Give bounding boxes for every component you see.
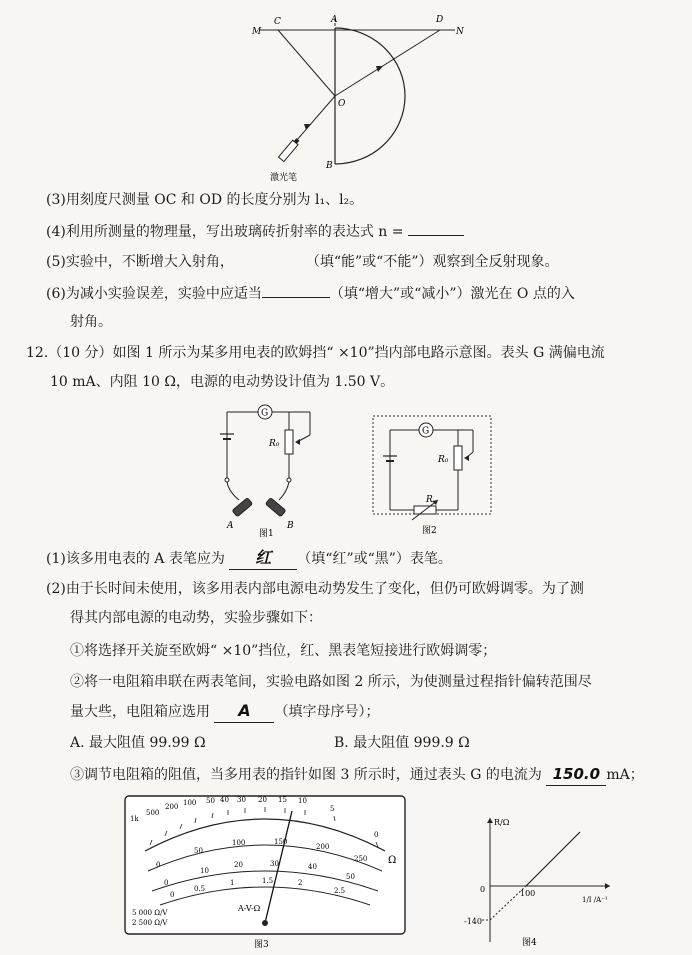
ohm-symbol: Ω xyxy=(388,855,397,866)
ac-tick-40: 40 xyxy=(308,863,317,871)
answer-blank-4 xyxy=(408,221,464,236)
part-2-line2: 得其内部电源的电动势，实验步骤如下： xyxy=(70,610,322,626)
ohm-tick-1k: 1k xyxy=(130,815,139,823)
question-5 xyxy=(46,252,558,272)
step-2-line1: ②将一电阻箱串联在两表笔间，实验电路如图 2 所示，为使测量过程指针偏转范围尽 xyxy=(70,674,592,690)
figure-4-graph xyxy=(464,812,620,952)
step-2-text-c: （填字母序号）； xyxy=(274,704,380,720)
low-tick-1: 1 xyxy=(230,879,235,887)
fig2-label-R0: R₀ xyxy=(438,455,449,465)
ohm-tick-50: 50 xyxy=(206,797,215,805)
ac-tick-0: 0 xyxy=(164,879,169,887)
label-M: M xyxy=(252,27,262,37)
laser-label: 激光笔 xyxy=(270,173,298,183)
part-1 xyxy=(46,548,452,570)
ohm-tick-5: 5 xyxy=(330,805,335,813)
fig2-caption: 图2 xyxy=(422,526,437,536)
fig4-y-label: R/Ω xyxy=(494,818,510,827)
ac-tick-30: 30 xyxy=(270,860,279,868)
step-2-text-b: 量大些，电阻箱应选用 xyxy=(70,704,210,720)
fig3-caption: 图3 xyxy=(254,940,269,950)
low-tick-0: 0 xyxy=(170,891,175,899)
label-B: B xyxy=(326,161,333,171)
fig4-x-label: 1/I /A⁻¹ xyxy=(582,896,608,904)
fig1-label-G: G xyxy=(261,408,269,419)
ac-tick-20: 20 xyxy=(234,861,243,869)
ohm-tick-0: 0 xyxy=(374,831,379,839)
figure-3-meter-dial xyxy=(120,793,410,953)
low-tick-2: 2 xyxy=(298,879,303,887)
answer-3: 150.0 xyxy=(546,764,606,786)
fig4-x-tick: 100 xyxy=(520,889,536,898)
fig1-caption: 图1 xyxy=(259,529,274,539)
question-6-text-b: （填“增大”或“减小”）激光在 O 点的入 xyxy=(329,286,575,302)
answer-1: 红 xyxy=(229,548,297,570)
part-1-text-b: （填“红”或“黑”）表笔。 xyxy=(297,551,452,567)
step-2-line2 xyxy=(70,701,379,723)
question-6 xyxy=(46,283,575,304)
question-3: (3)用刻度尺测量 OC 和 OD 的长度分别为 l₁、l₂。 xyxy=(46,192,364,208)
question-12-line2: 10 mA、内阻 10 Ω，电源的电动势设计值为 1.50 V。 xyxy=(50,374,395,390)
label-C: C xyxy=(274,17,281,27)
question-4-text: (4)利用所测量的物理量，写出玻璃砖折射率的表达式 n = xyxy=(46,224,408,240)
ohm-tick-15: 15 xyxy=(278,796,287,804)
fig1-label-R0: R₀ xyxy=(269,439,280,449)
question-5-text-a: (5)实验中，不断增大入射角， xyxy=(46,254,234,270)
fig4-y-tick: -140 xyxy=(464,917,482,926)
label-D: D xyxy=(436,15,444,25)
question-6-text-a: (6)为减小实验误差，实验中应适当 xyxy=(46,286,262,302)
option-A: A. 最大阻值 99.99 Ω xyxy=(70,735,206,751)
dc-tick-50: 50 xyxy=(194,847,203,855)
question-12-line1: 12.（10 分）如图 1 所示为某多用电表的欧姆挡“ ×10”挡内部电路示意图。表头 G 满偏电流 xyxy=(26,345,605,361)
answer-2: A xyxy=(214,701,274,723)
ohm-tick-40: 40 xyxy=(220,796,229,804)
low-tick-1.5: 1.5 xyxy=(262,877,274,885)
part-1-text-a: (1)该多用电表的 A 表笔应为 xyxy=(46,551,225,567)
ohm-tick-20: 20 xyxy=(258,796,267,804)
option-B: B. 最大阻值 999.9 Ω xyxy=(334,735,470,751)
meter-mid-label: A-V-Ω xyxy=(238,904,261,913)
dc-tick-100: 100 xyxy=(232,839,246,847)
ac-tick-50: 50 xyxy=(346,873,355,881)
figure-1-circuit xyxy=(205,400,335,540)
low-tick-2.5: 2.5 xyxy=(334,887,346,895)
low-tick-0.5: 0.5 xyxy=(194,885,206,893)
part-2-line1: (2)由于长时间未使用，该多用表内部电源电动势发生了变化，但仍可欧姆调零。为了测 xyxy=(46,581,584,597)
fig2-label-R: R xyxy=(426,495,433,505)
dc-tick-250: 250 xyxy=(354,855,368,863)
ohm-tick-10: 10 xyxy=(298,797,307,805)
meter-spec-1: 5 000 Ω/V xyxy=(132,909,168,917)
fig1-label-A: A xyxy=(227,521,234,531)
ohm-tick-500: 500 xyxy=(146,809,160,817)
label-A: A xyxy=(331,15,338,25)
label-O: O xyxy=(338,99,346,109)
dc-tick-150: 150 xyxy=(274,838,288,846)
ohm-tick-200: 200 xyxy=(165,803,179,811)
meter-spec-2: 2 500 Ω/V xyxy=(132,919,168,927)
step-3 xyxy=(70,764,644,786)
fig4-origin: 0 xyxy=(480,885,486,894)
ohm-tick-30: 30 xyxy=(237,796,246,804)
question-6-cont: 射角。 xyxy=(70,314,112,330)
answer-blank-6 xyxy=(262,283,330,298)
fig1-label-B: B xyxy=(287,521,294,531)
step-3-unit: mA； xyxy=(606,767,644,783)
fig4-caption: 图4 xyxy=(522,938,537,948)
step-1: ①将选择开关旋至欧姆“ ×10”挡位，红、黑表笔短接进行欧姆调零； xyxy=(70,643,497,659)
ohm-tick-100: 100 xyxy=(183,799,197,807)
ac-tick-10: 10 xyxy=(200,867,209,875)
question-4 xyxy=(46,221,464,242)
label-N: N xyxy=(456,27,464,37)
fig2-label-G: G xyxy=(422,426,430,437)
step-3-text: ③调节电阻箱的阻值，当多用表的指针如图 3 所示时，通过表头 G 的电流为 xyxy=(70,767,542,783)
dc-tick-200: 200 xyxy=(316,843,330,851)
dc-tick-0: 0 xyxy=(156,861,161,869)
question-5-text-b: （填“能”或“不能”）观察到全反射现象。 xyxy=(305,254,559,270)
figure-2-circuit xyxy=(368,412,498,537)
refraction-figure xyxy=(240,8,480,188)
